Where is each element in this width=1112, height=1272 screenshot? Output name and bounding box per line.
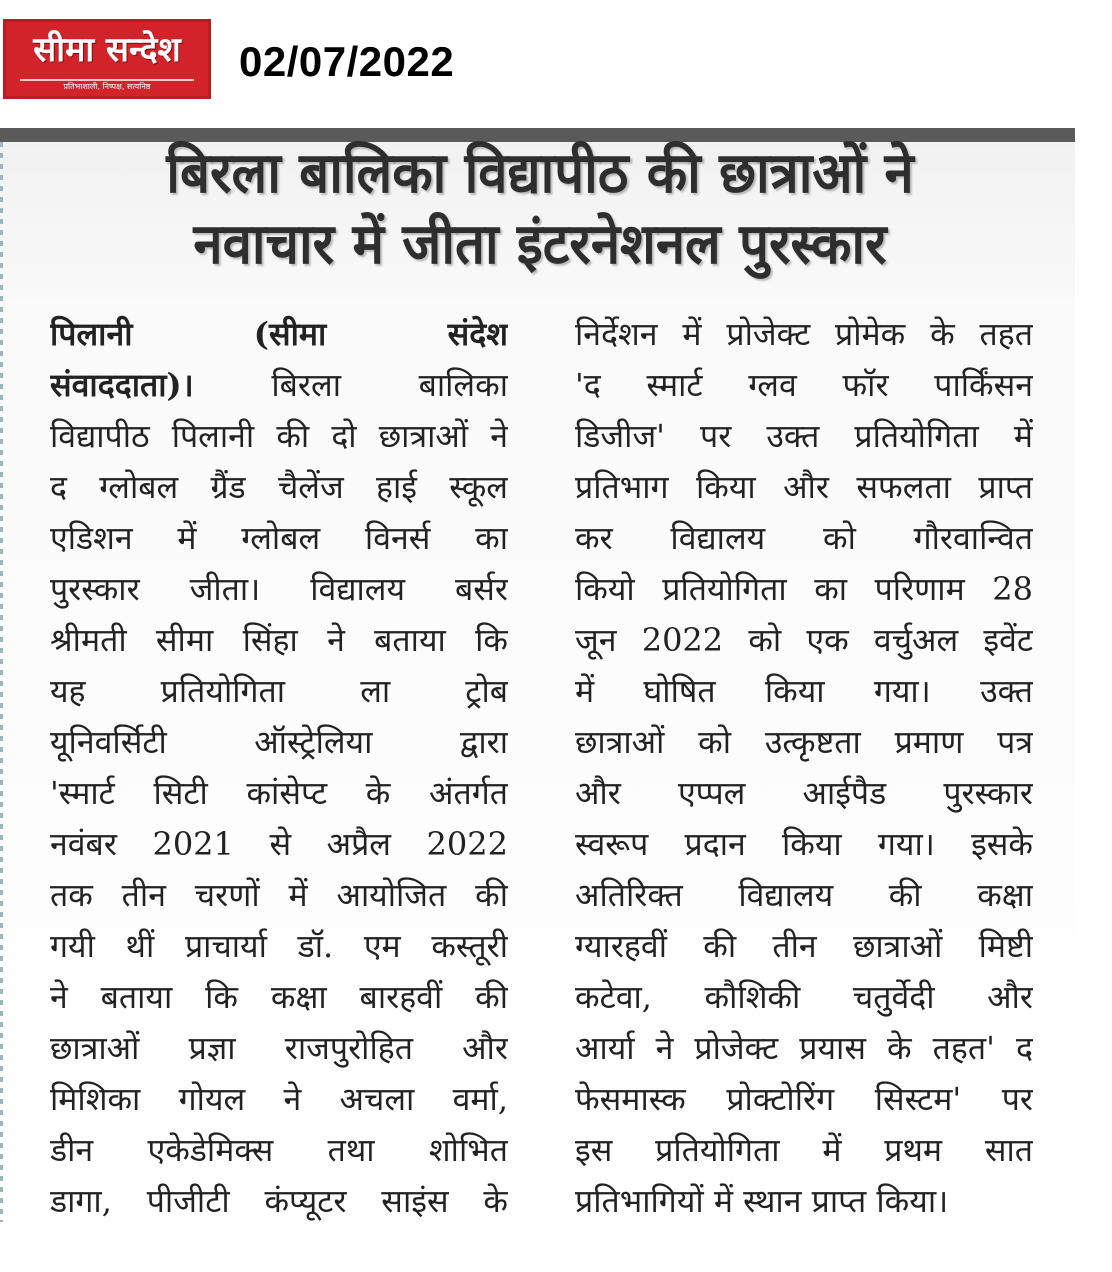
text-line: 'स्मार्ट सिटी कांसेप्ट के अंतर्गत xyxy=(50,774,508,812)
text-line: कर विद्यालय को गौरवान्वित xyxy=(575,519,1033,557)
text-line: प्रतिभागियों में स्थान प्राप्त किया। xyxy=(575,1182,949,1220)
dateline: पिलानी (सीमा संदेश xyxy=(50,315,508,353)
text-line: 'द स्मार्ट ग्लव फॉर पार्किंसन xyxy=(575,366,1033,404)
text-line: जून 2022 को एक वर्चुअल इवेंट xyxy=(575,621,1033,659)
text-line: गयी थीं प्राचार्या डॉ. एम कस्तूरी xyxy=(50,927,508,965)
text-line: द ग्लोबल ग्रैंड चैलेंज हाई स्कूल xyxy=(50,468,508,506)
headline-line-2: नवाचार में जीता इंटरनेशनल पुरस्कार xyxy=(193,212,887,277)
text-line: और एप्पल आईपैड पुरस्कार xyxy=(575,774,1033,812)
headline-line-1: बिरला बालिका विद्यापीठ की छात्राओं ने xyxy=(166,141,914,206)
text-line: डागा, पीजीटी कंप्यूटर साइंस के xyxy=(50,1182,508,1220)
clipping-top-bar xyxy=(0,128,1075,142)
text-line: छात्राओं प्रज्ञा राजपुरोहित और xyxy=(50,1029,508,1067)
text-line: फेसमास्क प्रोक्टोरिंग सिस्टम' पर xyxy=(575,1080,1033,1118)
text-line: प्रतिभाग किया और सफलता प्राप्त xyxy=(575,468,1033,506)
logo-tagline: प्रतिभाशाली, निष्पक्ष, सत्यनिष्ठ xyxy=(63,82,151,91)
text-line: कटेवा, कौशिकी चतुर्वेदी और xyxy=(575,978,1033,1016)
text-line: तक तीन चरणों में आयोजित की xyxy=(50,876,508,914)
text-line: अतिरिक्त विद्यालय की कक्षा xyxy=(575,876,1033,914)
text-line: यूनिवर्सिटी ऑस्ट्रेलिया द्वारा xyxy=(50,723,508,761)
text-line: स्वरूप प्रदान किया गया। इसके xyxy=(575,825,1033,863)
text-line: इस प्रतियोगिता में प्रथम सात xyxy=(575,1131,1033,1169)
article-column-2 xyxy=(575,309,1033,1227)
text-line: ने बताया कि कक्षा बारहवीं की xyxy=(50,978,508,1016)
clipping-left-edge xyxy=(0,142,3,1222)
text-line: यह प्रतियोगिता ला ट्रोब xyxy=(50,672,508,710)
article-column-1 xyxy=(50,309,508,1227)
text-line: डिजीज' पर उक्त प्रतियोगिता में xyxy=(575,417,1033,455)
logo-divider xyxy=(20,79,194,81)
newspaper-logo xyxy=(3,19,211,99)
text-line: में घोषित किया गया। उक्त xyxy=(575,672,1033,710)
text-line: नवंबर 2021 से अप्रैल 2022 xyxy=(50,825,508,863)
text-line: एडिशन में ग्लोबल विनर्स का xyxy=(50,519,508,557)
text-line: आर्या ने प्रोजेक्ट प्रयास के तहत' द xyxy=(575,1029,1033,1067)
text-line: विद्यापीठ पिलानी की दो छात्राओं ने xyxy=(50,417,508,455)
text-line: पुरस्कार जीता। विद्यालय बर्सर xyxy=(50,570,508,608)
text-line xyxy=(50,360,508,411)
text-line: निर्देशन में प्रोजेक्ट प्रोमेक के तहत xyxy=(575,315,1033,353)
text-line: ग्यारहवीं की तीन छात्राओं मिष्टी xyxy=(575,927,1033,965)
text-line: मिशिका गोयल ने अचला वर्मा, xyxy=(50,1080,508,1118)
text-line: कियाे प्रतियोगिता का परिणाम 28 xyxy=(575,570,1033,608)
logo-title: सीमा सन्देश xyxy=(33,30,181,70)
text-line: श्रीमती सीमा सिंहा ने बताया कि xyxy=(50,621,508,659)
text-fragment: बिरला बालिका xyxy=(193,366,508,404)
publication-date: 02/07/2022 xyxy=(239,38,455,85)
dateline-end: संवाददाता)। xyxy=(50,366,194,404)
text-line: छात्राओं को उत्कृष्टता प्रमाण पत्र xyxy=(575,723,1033,761)
text-line: डीन एकेडेमिक्स तथा शोभित xyxy=(50,1131,508,1169)
